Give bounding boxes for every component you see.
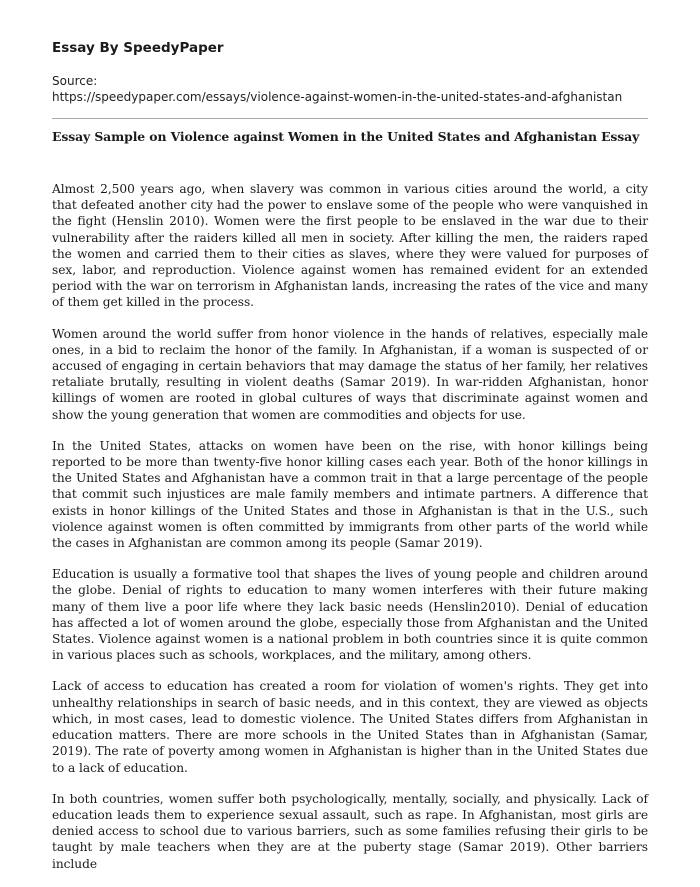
essay-paragraph: Women around the world suffer from honor violence in the hands of relatives, especially male ones, in a bid to reclaim the honor of the family. In Afghanistan, if a woman is suspected of or accused of engaging in certain behaviors that may damage the status of her family, her relatives retaliate brutally, resulting in violent deaths (Samar 2019). In war-ridden Afghanistan, honor killings of women are rooted in global cultures of ways that discriminate against women and show the young generation that women are commodities and objects for use. <box>52 326 648 422</box>
essay-paragraph: Lack of access to education has created a room for violation of women's rights. They get into unhealthy relationships in search of basic needs, and in this context, they are viewed as objects which, in most cases, lead to domestic violence. The United States differs from Afghanistan in education matters. There are more schools in the United States than in Afghanistan (Samar, 2019). The rate of poverty among women in Afghanistan is higher than in the United States due to a lack of education. <box>52 679 648 775</box>
source-url[interactable]: https://speedypaper.com/essays/violence-against-women-in-the-united-states-and-afghanistan <box>52 90 623 104</box>
essay-paragraph: In the United States, attacks on women have been on the rise, with honor killings being reported to be more than twenty-five honor killing cases each year. Both of the honor killings in the United States and Afghanistan have a common trait in that a large percentage of the people that commit such injustices are male family members and intimate partners. A difference that exists in honor killings of the United States and those in Afghanistan is that in the U.S., such violence against women is often committed by immigrants from other parts of the world while the cases in Afghanistan are common among its people (Samar 2019). <box>52 438 648 551</box>
essay-title: Essay Sample on Violence against Women in the United States and Afghanistan Essay <box>52 129 640 144</box>
header-divider <box>52 118 648 119</box>
essay-paragraph: In both countries, women suffer both psychologically, mentally, socially, and physically. Lack of education leads them to experience sexual assault, such as rape. In Afghanistan, most girls are denied access to school due to various barriers, such as some families refusing their girls to be taught by male teachers when they are at the puberty stage (Samar 2019). Other barriers include <box>52 791 648 871</box>
essay-paragraph: Almost 2,500 years ago, when slavery was common in various cities around the world, a city that defeated another city had the power to enslave some of the people who were vanquished in the fight (Henslin 2010). Women were the first people to be enslaved in the war due to their vulnerability after the raiders killed all men in society. After killing the men, the raiders raped the women and carried them to their cities as slaves, where they were valued for purposes of sex, labor, and reproduction. Violence against women has remained evident for an extended period with the war on terrorism in Afghanistan lands, increasing the rates of the vice and many of them get killed in the process. <box>52 182 648 310</box>
source-label: Source: <box>52 74 98 88</box>
essay-paragraph: Education is usually a formative tool that shapes the lives of young people and children around the globe. Denial of rights to education to many women interferes with their future making many of them live a poor life where they lack basic needs (Henslin2010). Denial of education has affected a lot of women around the globe, especially those from Afghanistan and the United States. Violence against women is a national problem in both countries since it is quite common in various places such as schools, workplaces, and the military, among others. <box>52 567 648 663</box>
essay-body <box>52 181 648 872</box>
document-header-title: Essay By SpeedyPaper <box>52 40 224 56</box>
document-page <box>52 40 648 887</box>
